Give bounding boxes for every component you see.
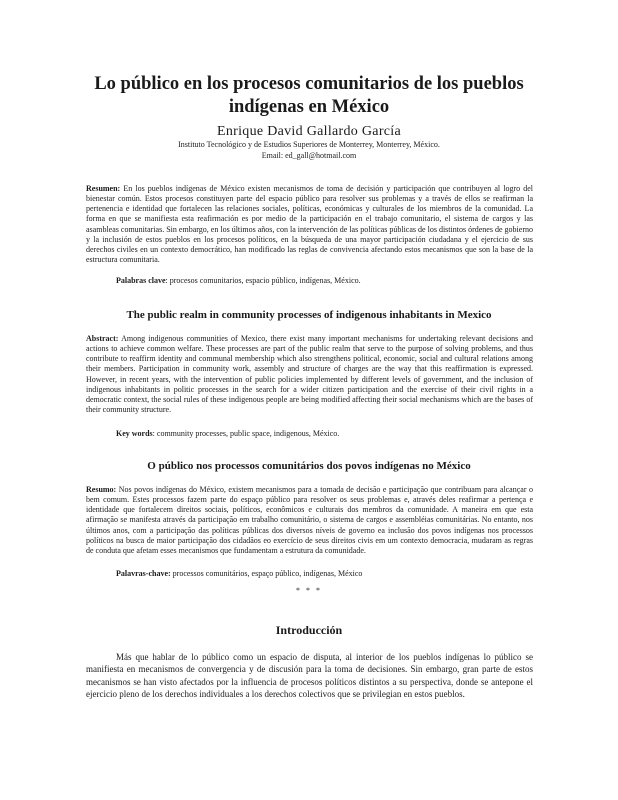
author-name: Enrique David Gallardo García [216, 124, 401, 139]
abstract-portuguese-label: Resumo: [86, 485, 117, 494]
paper-title: Lo público en los procesos comunitarios de los pueblos indígenas en México [94, 74, 524, 117]
abstract-english [86, 334, 533, 415]
heading-english: The public realm in community processes of indigenous inhabitants in Mexico [126, 309, 492, 321]
section-separator: * * * [296, 586, 322, 595]
keywords-portuguese-label: Palavras-chave: [116, 569, 171, 578]
keywords-portuguese [116, 569, 536, 579]
abstract-portuguese [86, 485, 533, 556]
heading-portuguese: O público nos processos comunitários dos povos indígenas no México [147, 460, 471, 472]
abstract-english-label: Abstract: [86, 334, 119, 343]
heading-introduction: Introducción [275, 623, 343, 637]
introduction-paragraph: Más que hablar de lo público como un espacio de disputa, al interior de los pueblos indígenas lo público se manifiesta en mecanismos de convergencia y de discusión para la toma de decisiones. Sin embargo, gran parte de estos mecanismos se han visto afectados por la influencia de procesos políticos distintos a su perspectiva, donde se antepone el ejercicio pleno de los derechos individuales a los derechos colectivos que se privilegian en estos pueblos. [86, 652, 533, 699]
author-email: Email: ed_gall@hotmail.com [261, 151, 357, 160]
abstract-spanish-text: En los pueblos indígenas de México existen mecanismos de toma de decisión y participación que contribuyen al logro del bienestar común. Estos procesos constituyen parte del espacio público para resolver sus problemas y a través de ellos se reafirman la pertenencia e identidad que fortalecen las relaciones sociales, políticas, económicas y culturales de los miembros de la comunidad. La forma en que se manifiesta esta reafirmación es por medio de la participación en el trabajo comunitario, el sistema de cargos y las asambleas comunitarias. Sin embargo, en los últimos años, con la intervención de las políticas públicas de los distintos órdenes de gobierno y la inclusión de estos pueblos en los procesos políticos, en la búsqueda de una mayor participación ciudadana y el ejercicio de sus derechos civiles en un contexto democrático, han modificado las reglas de convivencia afectando estos mecanismos que son la base de la estructura comunitaria. [86, 184, 534, 265]
keywords-english-label: Key words [116, 429, 153, 438]
keywords-english [116, 429, 536, 439]
abstract-portuguese-text: Nos povos indígenas do México, existem mecanismos para a tomada de decisão e participação que contribuam para alcançar o bem comum. Estes processos fazem parte do espaço público para resolver os seus problemas e, através deles reafirmar a pertença e identidade que fortalecem direitos sociais, políticos, econômicos e culturais dos membros da comunidade. A maneira em que esta afirmação se manifesta através da participação em trabalho comunitário, o sistema de cargos e assembléias comunitárias. No entanto, nos últimos anos, com a participação das políticas públicas dos diversos níveis de governo ea inclusão dos povos indígenas nos processos políticos na busca de maior participação dos cidadãos eo exercício de seus direitos civis em um contexto democracia, mudaram as regras de conduta que afetam esses mecanismos que fundamentam a estrutura da comunidade. [86, 485, 534, 555]
abstract-spanish [86, 184, 533, 265]
keywords-spanish-label: Palabras clave [116, 276, 166, 285]
keywords-portuguese-text: processos comunitários, espaço público, indígenas, México [170, 569, 363, 578]
author-affiliation: Instituto Tecnológico y de Estudios Superiores de Monterrey, Monterrey, México. [178, 140, 440, 149]
abstract-spanish-label: Resumen: [86, 184, 121, 193]
keywords-english-text: : community processes, public space, indigenous, México. [152, 429, 340, 438]
keywords-spanish-text: : procesos comunitarios, espacio público, indígenas, México. [165, 276, 361, 285]
abstract-english-text: Among indigenous communities of Mexico, there exist many important mechanisms for undertaking relevant decisions and actions to achieve common welfare. These processes are part of the public realm that serve to the purpose of solving problems, and thus contribute to reaffirm identity and communal membership which also strengthens political, economic, social and cultural relations among their members. Participation in community work, assembly and structure of charges are the way that this reaffirmation is expressed. However, in recent years, with the intervention of public policies implemented by different levels of government, and the inclusion of indigenous inhabitants in politic processes in the search for a wider citizen participation and the exercise of their civil rights in a democratic context, the social rules of these indigenous people are being modified affecting their social mechanisms which are the bases of their community structure. [86, 334, 534, 415]
keywords-spanish [116, 276, 536, 286]
